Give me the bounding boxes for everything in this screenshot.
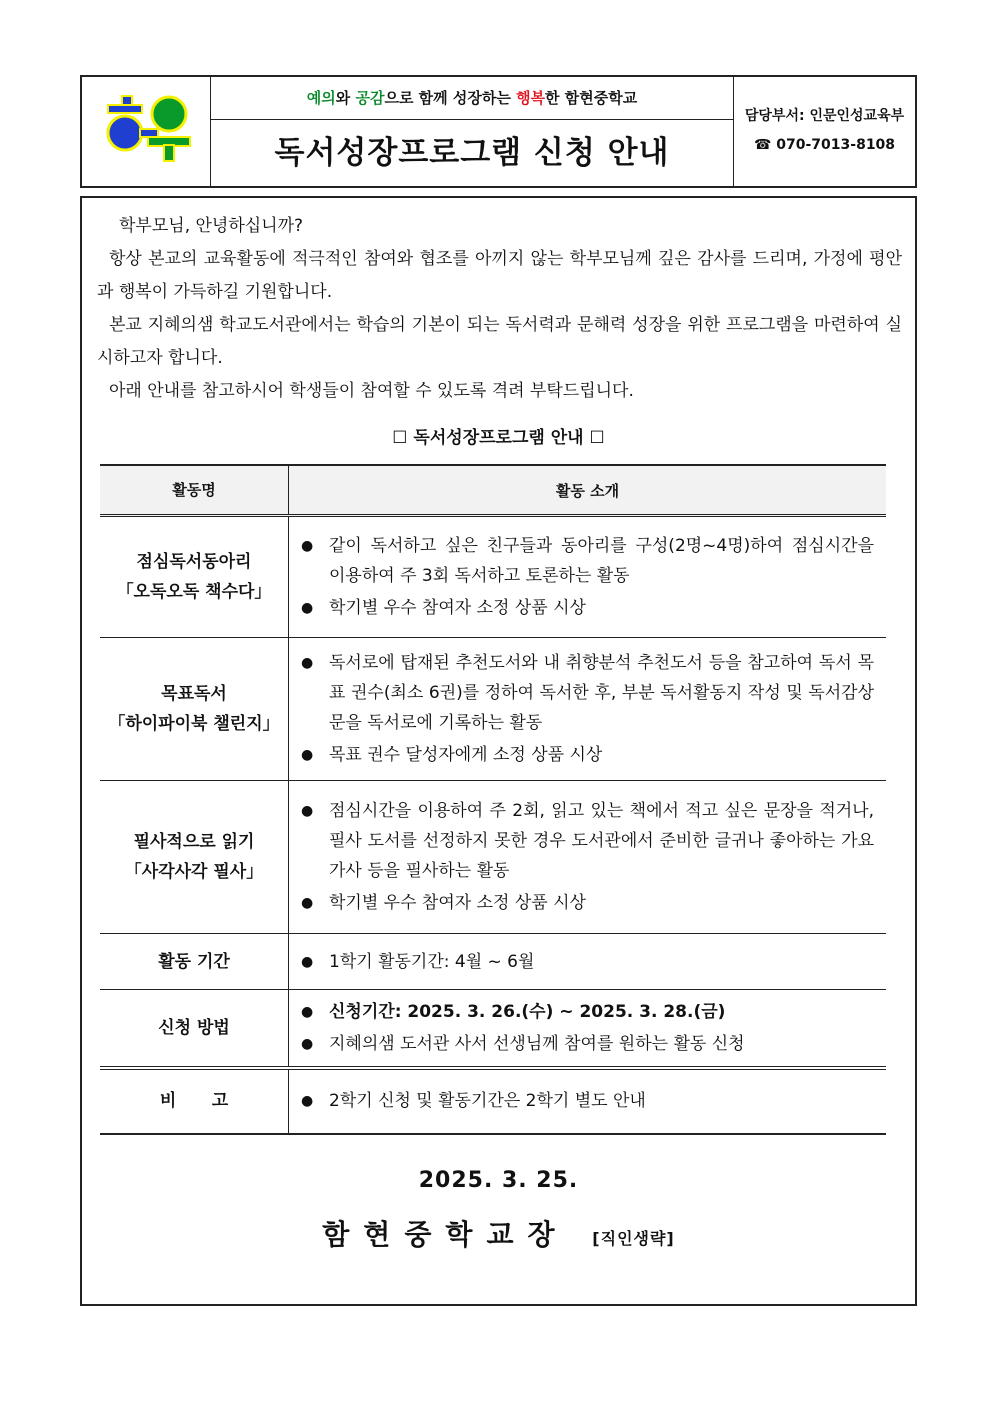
section-title: ☐ 독서성장프로그램 안내 ☐ [392, 428, 605, 448]
slogan-word-empathy: 공감 [355, 89, 385, 107]
bullet-icon: ● [301, 747, 314, 763]
table-row [100, 934, 886, 990]
activity-name-cell [100, 516, 289, 638]
slogan-word-happiness: 행복 [516, 89, 546, 107]
header-box [80, 75, 917, 188]
list-item: ● 2학기 신청 및 활동기간은 2학기 별도 안내 [301, 1086, 874, 1116]
activity-name: 목표독서 [161, 684, 227, 704]
column-header-description: 활동 소개 [289, 465, 887, 516]
remarks-label: 비 고 [100, 1068, 289, 1134]
bullet-icon: ● [301, 538, 314, 554]
slogan-word-courtesy: 예의 [306, 89, 336, 107]
table-row [100, 990, 886, 1068]
bullet-icon: ● [301, 655, 314, 671]
bullet-icon: ● [301, 1003, 314, 1020]
bullet-icon: ● [301, 803, 314, 819]
intro-paragraph-3: 아래 안내를 참고하시어 학생들이 참여할 수 있도록 격려 부탁드립니다. [109, 381, 634, 401]
department-label: 담당부서: 인문인성교육부 [744, 108, 905, 124]
greeting: 학부모님, 안녕하십니까? [119, 216, 304, 236]
list-item: ● 학기별 우수 참여자 소정 상품 시상 [301, 593, 874, 623]
bullet-icon: ● [301, 1093, 314, 1109]
signer-name: 함현중학교장 [322, 1218, 569, 1251]
table-row [100, 1068, 886, 1134]
school-logo-cell [82, 77, 211, 186]
document-date: 2025. 3. 25. [418, 1168, 579, 1193]
remarks-cell [289, 1068, 887, 1134]
activity-subtitle: 「하이파이북 챌린지」 [108, 714, 280, 734]
slogan-text: 한 함현중학교 [545, 89, 638, 107]
slogan-text: 와 [335, 89, 356, 107]
list-item: ● 지혜의샘 도서관 사서 선생님께 참여를 원하는 활동 신청 [301, 1029, 874, 1059]
letter-body [80, 196, 917, 1306]
program-table [100, 464, 886, 1135]
column-header-activity: 활동명 [100, 465, 289, 516]
activity-description-cell [289, 516, 887, 638]
table-header-row [100, 465, 886, 516]
activity-name-cell [100, 638, 289, 781]
activity-subtitle: 「사각사각 필사」 [124, 862, 264, 882]
school-slogan [211, 77, 733, 120]
bullet-icon: ● [301, 600, 314, 616]
activity-description-cell [289, 638, 887, 781]
list-item: ● 신청기간: 2025. 3. 26.(수) ~ 2025. 3. 28.(금) [301, 997, 874, 1027]
activity-name: 필사적으로 읽기 [133, 832, 255, 852]
list-item: ● 목표 권수 달성자에게 소정 상품 시상 [301, 740, 874, 770]
activity-subtitle: 「오독오독 책수다」 [116, 582, 272, 602]
list-item: ● 독서로에 탑재된 추천도서와 내 취향분석 추천도서 등을 참고하여 독서 목표 권수(최소 6권)를 정하여 독서한 후, 부분 독서활동지 작성 및 독서감상문을 독서로에 기록하는 활동 [301, 648, 874, 738]
list-item: ● 학기별 우수 참여자 소정 상품 시상 [301, 888, 874, 918]
intro-paragraph-1: 항상 본교의 교육활동에 적극적인 참여와 협조를 아끼지 않는 학부모님께 깊은 감사를 드리며, 가정에 평안과 행복이 가득하길 기원합니다. [97, 249, 902, 302]
document-title: 독서성장프로그램 신청 안내 [274, 135, 670, 171]
bullet-icon: ● [301, 1035, 314, 1052]
list-item: ● 점심시간을 이용하여 주 2회, 읽고 있는 책에서 적고 싶은 문장을 적거나, 필사 도서를 선정하지 못한 경우 도서관에서 준비한 글귀나 좋아하는 가요 가사 등을 필사하는 활동 [301, 796, 874, 886]
table-row [100, 781, 886, 934]
table-row [100, 638, 886, 781]
activity-name-cell [100, 781, 289, 934]
header-contact [734, 77, 915, 186]
header-center [211, 77, 734, 186]
activity-description-cell [289, 781, 887, 934]
bullet-icon: ● [301, 953, 314, 970]
school-logo-icon [82, 77, 210, 186]
activity-name: 점심독서동아리 [136, 552, 252, 572]
list-item: ● 같이 독서하고 싶은 친구들과 동아리를 구성(2명~4명)하여 점심시간을 이용하여 주 3회 독서하고 토론하는 활동 [301, 531, 874, 591]
table-row [100, 516, 886, 638]
slogan-text: 으로 함께 성장하는 [384, 89, 517, 107]
seal-omitted-note: [직인생략] [592, 1229, 675, 1248]
phone-number: ☎ 070-7013-8108 [753, 137, 896, 153]
application-method-cell [289, 990, 887, 1068]
activity-period-cell [289, 934, 887, 990]
principal-signature [82, 1213, 915, 1253]
list-item: ● 1학기 활동기간: 4월 ~ 6월 [301, 947, 874, 977]
intro-paragraph-2: 본교 지혜의샘 학교도서관에서는 학습의 기본이 되는 독서력과 문해력 성장을 위한 프로그램을 마련하여 실시하고자 합니다. [97, 315, 902, 368]
activity-period-label: 활동 기간 [100, 934, 289, 990]
application-method-label: 신청 방법 [100, 990, 289, 1068]
bullet-icon: ● [301, 895, 314, 911]
